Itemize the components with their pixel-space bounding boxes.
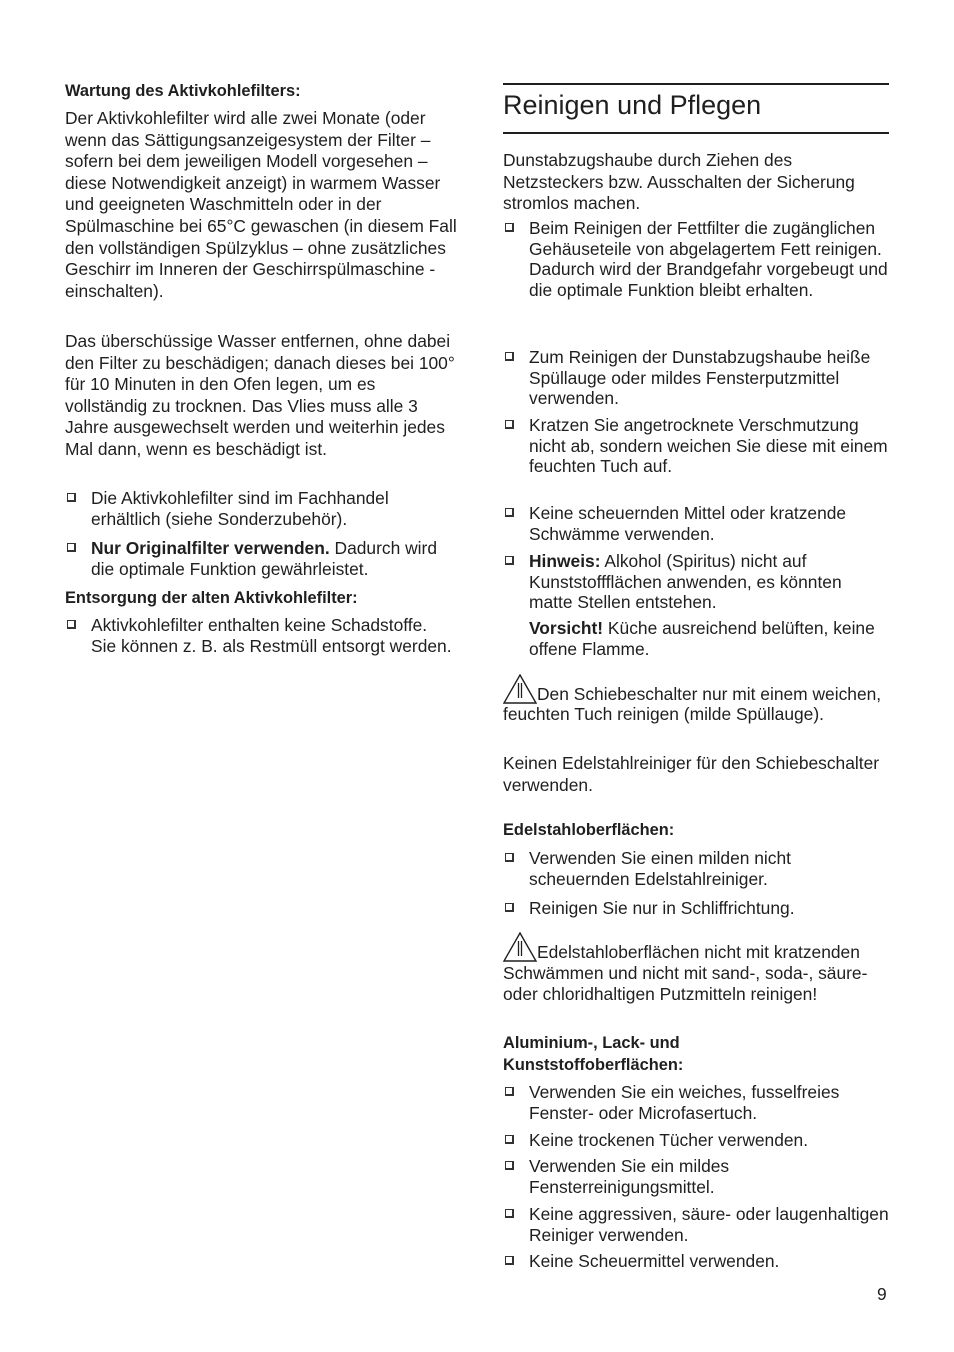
list-item-fachhandel [65,488,457,529]
checkbox-bullet-icon [67,493,76,502]
checkbox-bullet-icon [505,508,514,517]
list-item-schliffrichtung [503,898,889,919]
list-item-text: Alkohol (Spiritus) nicht auf Kunststoffflächen anwenden, es könnten matte Stellen entstehen. [529,551,842,613]
list-item-originalfilter [65,538,457,579]
list-item-bold: Nur Originalfilter verwenden. [91,538,330,558]
checkbox-bullet-icon [505,420,514,429]
list-item-text: Keine trockenen Tücher verwenden. [529,1130,809,1150]
list-item-scheuernd [503,503,889,544]
list-item-text: Zum Reinigen der Dunstabzugshaube heiße Spüllauge oder mildes Fensterputzmittel verwenden. [529,347,871,409]
list-item-trockene-tuecher [503,1130,889,1151]
list-item-scheuermittel [503,1251,889,1272]
checkbox-bullet-icon [505,223,514,232]
para-wasser: Das überschüssige Wasser entfernen, ohne dabei den Filter zu beschädigen; danach dieses bei 100° für 10 Minuten in den Ofen legen, um es vollständig zu trocknen. Das Vlies muss alle 3 Jahre ausgewechselt werden und weiterhin jedes Mal dann, wenn es beschädigt ist. [65,331,455,459]
para-edelstahlreiniger: Keinen Edelstahlreiniger für den Schiebeschalter verwenden. [503,753,880,795]
heading-wartung: Wartung des Aktivkohlefilters: [65,82,301,100]
hinweis-label: Hinweis: [529,551,601,571]
page-number: 9 [877,1284,887,1304]
warning-triangle-icon [503,674,537,704]
list-item-schadstoffe [65,615,457,656]
title-rule-bottom [503,132,889,134]
checkbox-bullet-icon [67,620,76,629]
warning-triangle-icon [503,932,537,962]
checkbox-bullet-icon [505,1087,514,1096]
heading-aluminium: Aluminium-, Lack- und Kunststoffoberflächen: [503,1034,684,1074]
warning-edelstahl [503,932,889,1004]
checkbox-bullet-icon [505,1135,514,1144]
para-intro: Dunstabzugshaube durch Ziehen des Netzsteckers bzw. Ausschalten der Sicherung stromlos machen. [503,150,855,214]
warning-schiebeschalter [503,674,889,724]
list-item-edelstahl-mild [503,848,889,889]
list-item-text: Kratzen Sie angetrocknete Verschmutzung nicht ab, sondern weichen Sie diese mit einem feuchten Tuch auf. [529,415,888,477]
list-item-text: Keine scheuernden Mittel oder kratzende Schwämme verwenden. [529,503,847,544]
section-title: Reinigen und Pflegen [503,90,762,120]
checkbox-bullet-icon [505,1256,514,1265]
list-item-text: Aktivkohlefilter enthalten keine Schadstoffe. Sie können z. B. als Restmüll entsorgt werden. [91,615,452,656]
vorsicht-text: Küche ausreichend belüften, keine offene Flamme. [529,618,875,659]
list-item-text: Die Aktivkohlefilter sind im Fachhandel erhältlich (siehe Sonderzubehör). [91,488,389,529]
title-rule-top [503,83,889,85]
list-item-text: Keine Scheuermittel verwenden. [529,1251,780,1271]
checkbox-bullet-icon [505,1209,514,1218]
list-item-text: Reinigen Sie nur in Schliffrichtung. [529,898,795,918]
para-wartung: Der Aktivkohlefilter wird alle zwei Monate (oder wenn das Sättigungsanzeigesystem der Filter – sofern bei dem jeweiligen Modell vorgesehen – diese Notwendigkeit anzeigt) in warmem Wasser und geeigneten Waschmitteln oder in der Spülmaschine bei 65°C gewaschen (in diesem Fall den vollständigen Spülzyklus – ohne zusätzliches Geschirr im Inneren der Geschirrspülmaschine - einschalten). [65,108,457,301]
vorsicht-note [503,618,889,659]
list-item-text: Dadurch wird die optimale Funktion gewährleistet. [91,538,437,579]
checkbox-bullet-icon [505,903,514,912]
warning-text: Edelstahloberflächen nicht mit kratzenden Schwämmen und nicht mit sand-, soda-, säure- oder chloridhaltigen Putzmitteln reinigen! [503,942,868,1004]
heading-edelstahl: Edelstahloberflächen: [503,821,675,839]
checkbox-bullet-icon [505,853,514,862]
vorsicht-label: Vorsicht! [529,618,604,638]
checkbox-bullet-icon [505,352,514,361]
list-item-hinweis [503,551,889,613]
list-item-microfasertuch [503,1082,889,1123]
checkbox-bullet-icon [505,556,514,565]
list-item-text: Beim Reinigen der Fettfilter die zugänglichen Gehäuseteile von abgelagertem Fett reinigen. Dadurch wird der Brandgefahr vorgebeugt und die optimale Funktion bleibt erhalten. [529,218,888,300]
list-item-text: Verwenden Sie ein mildes Fensterreinigungsmittel. [529,1156,730,1197]
list-item-aggressive-reiniger [503,1204,889,1245]
list-item-spuellauge [503,347,889,409]
checkbox-bullet-icon [67,543,76,552]
warning-text: Den Schiebeschalter nur mit einem weichen, feuchten Tuch reinigen (milde Spüllauge). [503,684,882,724]
list-item-text: Verwenden Sie ein weiches, fusselfreies Fenster- oder Microfasertuch. [529,1082,840,1123]
checkbox-bullet-icon [505,1161,514,1170]
list-item-fensterreinigungsmittel [503,1156,889,1197]
list-item-text: Verwenden Sie einen milden nicht scheuernden Edelstahlreiniger. [529,848,791,889]
heading-entsorgung: Entsorgung der alten Aktivkohlefilter: [65,589,358,607]
list-item-fettfilter [503,218,889,300]
list-item-text: Keine aggressiven, säure- oder laugenhaltigen Reiniger verwenden. [529,1204,889,1245]
list-item-kratzen [503,415,889,477]
